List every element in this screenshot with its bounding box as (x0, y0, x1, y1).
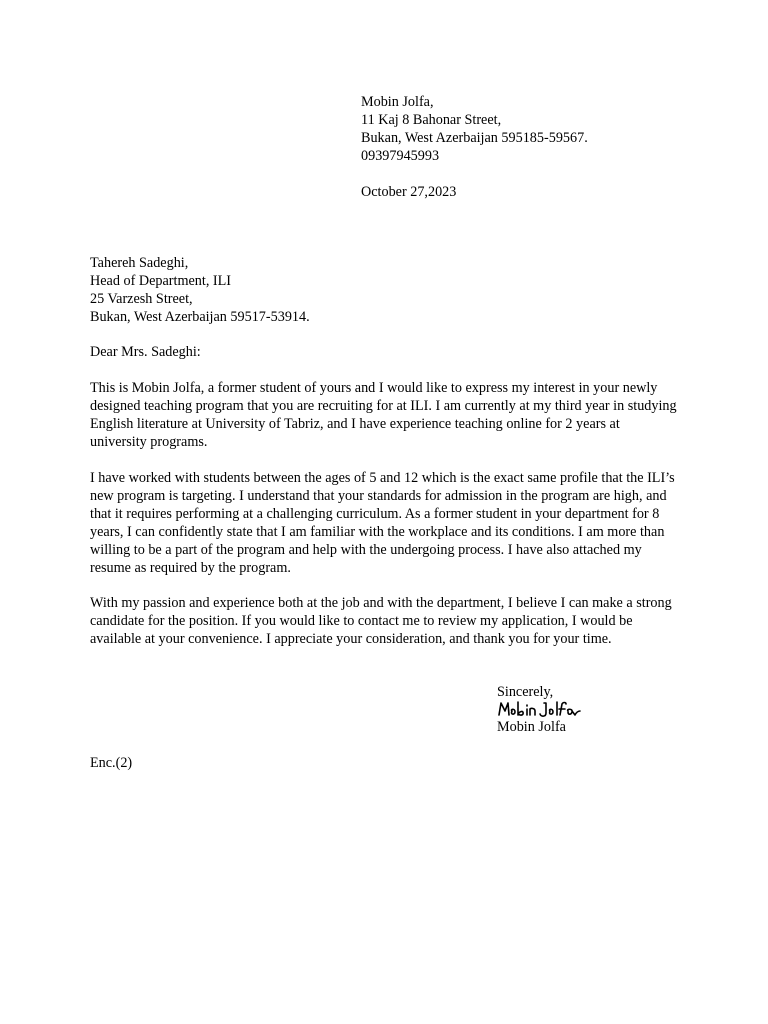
sender-street: 11 Kaj 8 Bahonar Street, (361, 112, 502, 128)
recipient-city: Bukan, West Azerbaijan 59517-53914. (90, 309, 310, 325)
sender-address (361, 93, 588, 165)
body-paragraph-2: I have worked with students between the ages of 5 and 12 which is the exact same profile that the ILI’s new program is targeting. I understand that your standards for admission in the program are high, and that it requires performing at a challenging curriculum. As a former student in your department for 8 years, I can confidently state that I am familiar with the workplace and its conditions. I am more than willing to be a part of the program and help with the undergoing process. I have also attached my resume as required by the program. (90, 470, 675, 576)
enclosure-note: Enc.(2) (90, 755, 133, 771)
recipient-address (90, 254, 310, 326)
recipient-name: Tahereh Sadeghi, (90, 255, 189, 271)
sender-city: Bukan, West Azerbaijan 595185-59567. (361, 130, 588, 146)
recipient-title: Head of Department, ILI (90, 273, 232, 289)
sender-name: Mobin Jolfa, (361, 94, 434, 110)
salutation: Dear Mrs. Sadeghi: (90, 344, 201, 360)
recipient-street: 25 Varzesh Street, (90, 291, 193, 307)
letter-date: October 27,2023 (361, 184, 457, 200)
body-paragraph-3: With my passion and experience both at the job and with the department, I believe I can make a strong candidate for the position. If you would like to contact me to review my application, I would be available at your convenience. I appreciate your consideration, and thank you for your time. (90, 595, 672, 647)
body-paragraph-1: This is Mobin Jolfa, a former student of yours and I would like to express my interest in your newly designed teaching program that you are recruiting for at ILI. I am currently at my third year in studying English literature at University of Tabriz, and I have experience teaching online for 2 years at university programs. (90, 380, 677, 450)
sender-phone: 09397945993 (361, 148, 440, 164)
closing: Sincerely, (497, 684, 554, 700)
signer-name: Mobin Jolfa (497, 719, 566, 735)
